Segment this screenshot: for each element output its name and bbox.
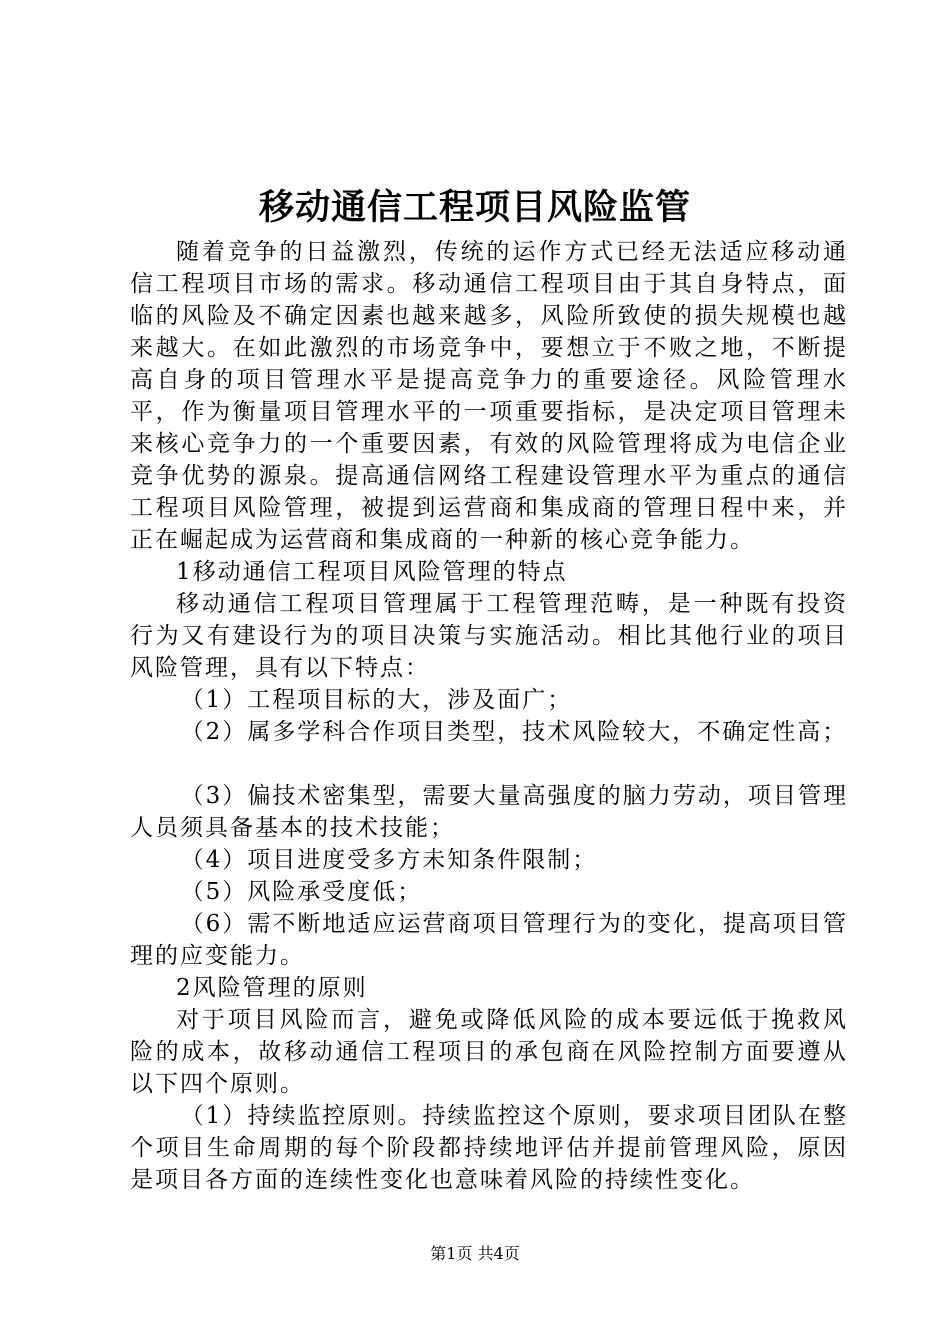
list-item: （1）工程项目标的大，涉及面广； [180, 687, 573, 713]
list-item: （4）项目进度受多方未知条件限制； [180, 847, 598, 873]
paragraph-section-2: 对于项目风险而言，避免或降低风险的成本要远低于挽救风险的成本，故移动通信工程项目的承包商在风险控制方面要遵从以下四个原则。 [130, 1007, 848, 1097]
list-item: （2）属多学科合作项目类型，技术风险较大，不确定性高； [180, 719, 848, 745]
list-item: （6）需不断地适应运营商项目管理行为的变化，提高项目管理的应变能力。 [130, 911, 848, 969]
document-body [130, 236, 848, 1196]
list-item: （5）风险承受度低； [180, 879, 423, 905]
page-number-footer: 第1页 共4页 [430, 1244, 520, 1263]
section-heading-2: 2风险管理的原则 [176, 975, 368, 1001]
list-item: （3）偏技术密集型，需要大量高强度的脑力劳动，项目管理人员须具备基本的技术技能； [130, 783, 848, 841]
section-heading-1: 1移动通信工程项目风险管理的特点 [176, 559, 568, 585]
paragraph-intro: 随着竞争的日益激烈，传统的运作方式已经无法适应移动通信工程项目市场的需求。移动通信工程项目由于其自身特点，面临的风险及不确定因素也越来越多，风险所致使的损失规模也越来越大。在如此激烈的市场竞争中，要想立于不败之地，不断提高自身的项目管理水平是提高竞争力的重要途径。风险管理水平，作为衡量项目管理水平的一项重要指标，是决定项目管理未来核心竞争力的一个重要因素，有效的风险管理将成为电信企业竞争优势的源泉。提高通信网络工程建设管理水平为重点的通信工程项目风险管理，被提到运营商和集成商的管理日程中来，并正在崛起成为运营商和集成商的一种新的核心竞争能力。 [130, 239, 848, 553]
paragraph-section-1: 移动通信工程项目管理属于工程管理范畴，是一种既有投资行为又有建设行为的项目决策与实施活动。相比其他行业的项目风险管理，具有以下特点： [130, 591, 848, 681]
list-item: （1）持续监控原则。持续监控这个原则，要求项目团队在整个项目生命周期的每个阶段都持续地评估并提前管理风险，原因是项目各方面的连续性变化也意味着风险的持续性变化。 [130, 1103, 848, 1193]
document-title: 移动通信工程项目风险监管 [258, 187, 691, 228]
